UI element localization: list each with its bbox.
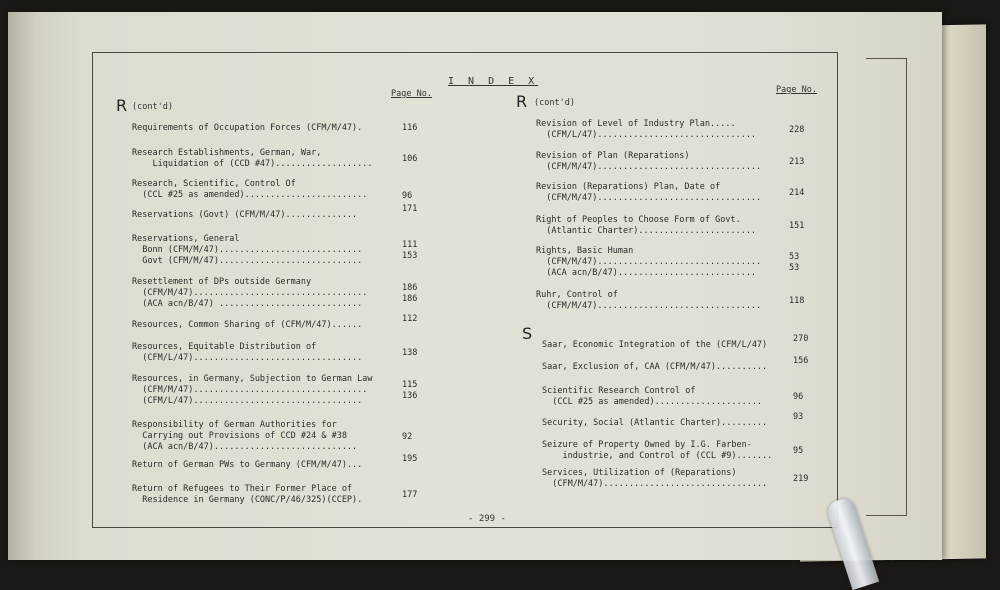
left-index-entry-line: Return of German PWs to Germany (CFM/M/47)... bbox=[132, 460, 363, 470]
left-index-entry-line: Requirements of Occupation Forces (CFM/M/47). bbox=[132, 123, 363, 133]
left-index-page-number: 177 bbox=[402, 490, 418, 500]
s-index-entry-line: Saar, Exclusion of, CAA (CFM/M/47).......... bbox=[542, 362, 768, 372]
left-index-entry-line: (CCL #25 as amended)........................ bbox=[132, 190, 368, 200]
left-index-entry-line: (ACA acn/B/47)............................ bbox=[132, 442, 358, 452]
s-index-entry-line: Seizure of Property Owned by I.G. Farben- bbox=[542, 440, 752, 450]
s-index-entry bbox=[542, 418, 767, 429]
right-index-entry-line: (CFM/M/47)................................ bbox=[536, 193, 762, 203]
left-index-entry bbox=[132, 277, 367, 310]
s-index-entry-line: (CCL #25 as amended)..................... bbox=[542, 397, 763, 407]
right-index-page-number: 214 bbox=[789, 188, 805, 198]
right-index-entry bbox=[536, 215, 756, 237]
left-index-entry-line: Reservations, General bbox=[132, 234, 240, 244]
right-index-entry-line: (ACA acn/B/47)........................... bbox=[536, 268, 757, 278]
left-index-page-number: 112 bbox=[402, 314, 418, 324]
s-index-entry bbox=[542, 440, 772, 462]
left-index-entry-line: (CFM/M/47).................................. bbox=[132, 385, 368, 395]
right-index-entry bbox=[536, 290, 761, 312]
right-section-subtitle: (cont'd) bbox=[534, 98, 575, 108]
left-index-entry-line: Bonn (CFM/M/47)............................ bbox=[132, 245, 363, 255]
s-index-page-number: 96 bbox=[793, 392, 804, 402]
s-index-entry-line: industrie, and Control of (CCL #9)....... bbox=[542, 451, 773, 461]
s-index-page-number: 219 bbox=[793, 474, 809, 484]
left-index-page-number: 186 bbox=[402, 283, 418, 293]
left-index-entry bbox=[132, 374, 373, 407]
left-index-entry-line: (ACA acn/B/47) ............................ bbox=[132, 299, 363, 309]
right-index-entry bbox=[536, 182, 761, 204]
right-index-entry bbox=[536, 246, 761, 279]
left-index-page-number: 115 bbox=[402, 380, 418, 390]
right-section-letter: R bbox=[516, 92, 528, 111]
left-index-entry-line: Liquidation of (CCD #47)................... bbox=[132, 159, 373, 169]
right-index-entry-line: (CFM/L/47)............................... bbox=[536, 130, 757, 140]
left-index-entry bbox=[132, 123, 362, 134]
left-index-entry-line: Resources, Equitable Distribution of bbox=[132, 342, 317, 352]
document-page bbox=[8, 12, 942, 560]
right-index-entry bbox=[536, 119, 756, 141]
right-index-entry-line: (Atlantic Charter)....................... bbox=[536, 226, 757, 236]
right-index-entry-line: Rights, Basic Human bbox=[536, 246, 634, 256]
right-index-page-number: 53 bbox=[789, 263, 800, 273]
s-section-letter: S bbox=[522, 324, 533, 343]
left-index-page-number: 171 bbox=[402, 204, 418, 214]
right-index-entry-line: Ruhr, Control of bbox=[536, 290, 618, 300]
right-index-entry-line: (CFM/M/47)................................ bbox=[536, 162, 762, 172]
right-index-entry-line: (CFM/M/47)................................ bbox=[536, 301, 762, 311]
s-index-page-number: 95 bbox=[793, 446, 804, 456]
left-index-entry bbox=[132, 234, 362, 267]
s-index-page-number: 156 bbox=[793, 356, 809, 366]
left-index-entry bbox=[132, 148, 373, 170]
left-index-entry-line: Research Establishments, German, War, bbox=[132, 148, 322, 158]
left-index-page-number: 138 bbox=[402, 348, 418, 358]
left-index-entry-line: Residence in Germany (CONC/P/46/325)(CCEP). bbox=[132, 495, 363, 505]
left-index-page-number: 106 bbox=[402, 154, 418, 164]
left-section-subtitle: (cont'd) bbox=[132, 102, 173, 112]
right-index-entry-line: Right of Peoples to Choose Form of Govt. bbox=[536, 215, 741, 225]
left-index-entry-line: Resources, in Germany, Subjection to German Law bbox=[132, 374, 373, 384]
s-index-entry bbox=[542, 386, 762, 408]
left-index-entry-line: Research, Scientific, Control Of bbox=[132, 179, 296, 189]
left-index-entry-line: Carrying out Provisions of CCD #24 & #38 bbox=[132, 431, 347, 441]
left-index-entry bbox=[132, 420, 357, 453]
left-index-page-number: 186 bbox=[402, 294, 418, 304]
right-index-entry-line: Revision of Level of Industry Plan..... bbox=[536, 119, 736, 129]
left-index-entry bbox=[132, 210, 357, 221]
left-index-entry-line: (CFM/M/47).................................. bbox=[132, 288, 368, 298]
page-number-footer: - 299 - bbox=[468, 514, 506, 524]
left-index-entry-line: Resettlement of DPs outside Germany bbox=[132, 277, 312, 287]
left-index-page-number: 136 bbox=[402, 391, 418, 401]
left-index-entry-line: Responsibility of German Authorities for bbox=[132, 420, 337, 430]
index-title: I N D E X bbox=[448, 76, 539, 87]
left-index-page-number: 195 bbox=[402, 454, 418, 464]
s-index-entry bbox=[542, 468, 767, 490]
left-index-page-number: 111 bbox=[402, 240, 418, 250]
s-index-page-number: 93 bbox=[793, 412, 804, 422]
s-index-page-number: 270 bbox=[793, 334, 809, 344]
right-index-page-number: 151 bbox=[789, 221, 805, 231]
left-index-entry-line: Reservations (Govt) (CFM/M/47).............. bbox=[132, 210, 358, 220]
left-section-letter: R bbox=[116, 96, 128, 115]
s-index-entry-line: Security, Social (Atlantic Charter)......... bbox=[542, 418, 768, 428]
left-index-entry-line: (CFM/L/47)................................. bbox=[132, 353, 363, 363]
left-index-entry bbox=[132, 179, 367, 201]
right-index-page-number: 53 bbox=[789, 252, 800, 262]
left-index-entry bbox=[132, 342, 362, 364]
right-index-entry bbox=[536, 151, 761, 173]
left-index-entry-line: Return of Refugees to Their Former Place of bbox=[132, 484, 353, 494]
s-index-entry-line: (CFM/M/47)................................ bbox=[542, 479, 768, 489]
s-index-entry bbox=[542, 362, 767, 373]
left-index-entry bbox=[132, 320, 362, 331]
left-index-entry-line: Resources, Common Sharing of (CFM/M/47)...... bbox=[132, 320, 363, 330]
left-index-entry-line: (CFM/L/47)................................. bbox=[132, 396, 363, 406]
left-page-no-header: Page No. bbox=[391, 89, 432, 99]
right-index-page-number: 213 bbox=[789, 157, 805, 167]
page-frame-edge bbox=[866, 58, 907, 516]
left-index-page-number: 116 bbox=[402, 123, 418, 133]
left-index-entry bbox=[132, 484, 362, 506]
right-index-page-number: 118 bbox=[789, 296, 805, 306]
left-index-page-number: 92 bbox=[402, 432, 413, 442]
right-index-entry-line: (CFM/M/47)................................ bbox=[536, 257, 762, 267]
left-index-entry bbox=[132, 460, 362, 471]
right-index-entry-line: Revision (Reparations) Plan, Date of bbox=[536, 182, 721, 192]
left-index-entry-line: Govt (CFM/M/47)............................ bbox=[132, 256, 363, 266]
s-index-entry-line: Services, Utilization of (Reparations) bbox=[542, 468, 737, 478]
s-index-entry bbox=[542, 340, 767, 351]
left-index-page-number: 153 bbox=[402, 251, 418, 261]
left-index-page-number: 96 bbox=[402, 191, 413, 201]
s-index-entry-line: Saar, Economic Integration of the (CFM/L/47) bbox=[542, 340, 768, 350]
right-index-entry-line: Revision of Plan (Reparations) bbox=[536, 151, 690, 161]
right-page-no-header: Page No. bbox=[776, 85, 817, 95]
right-index-page-number: 228 bbox=[789, 125, 805, 135]
s-index-entry-line: Scientific Research Control of bbox=[542, 386, 696, 396]
